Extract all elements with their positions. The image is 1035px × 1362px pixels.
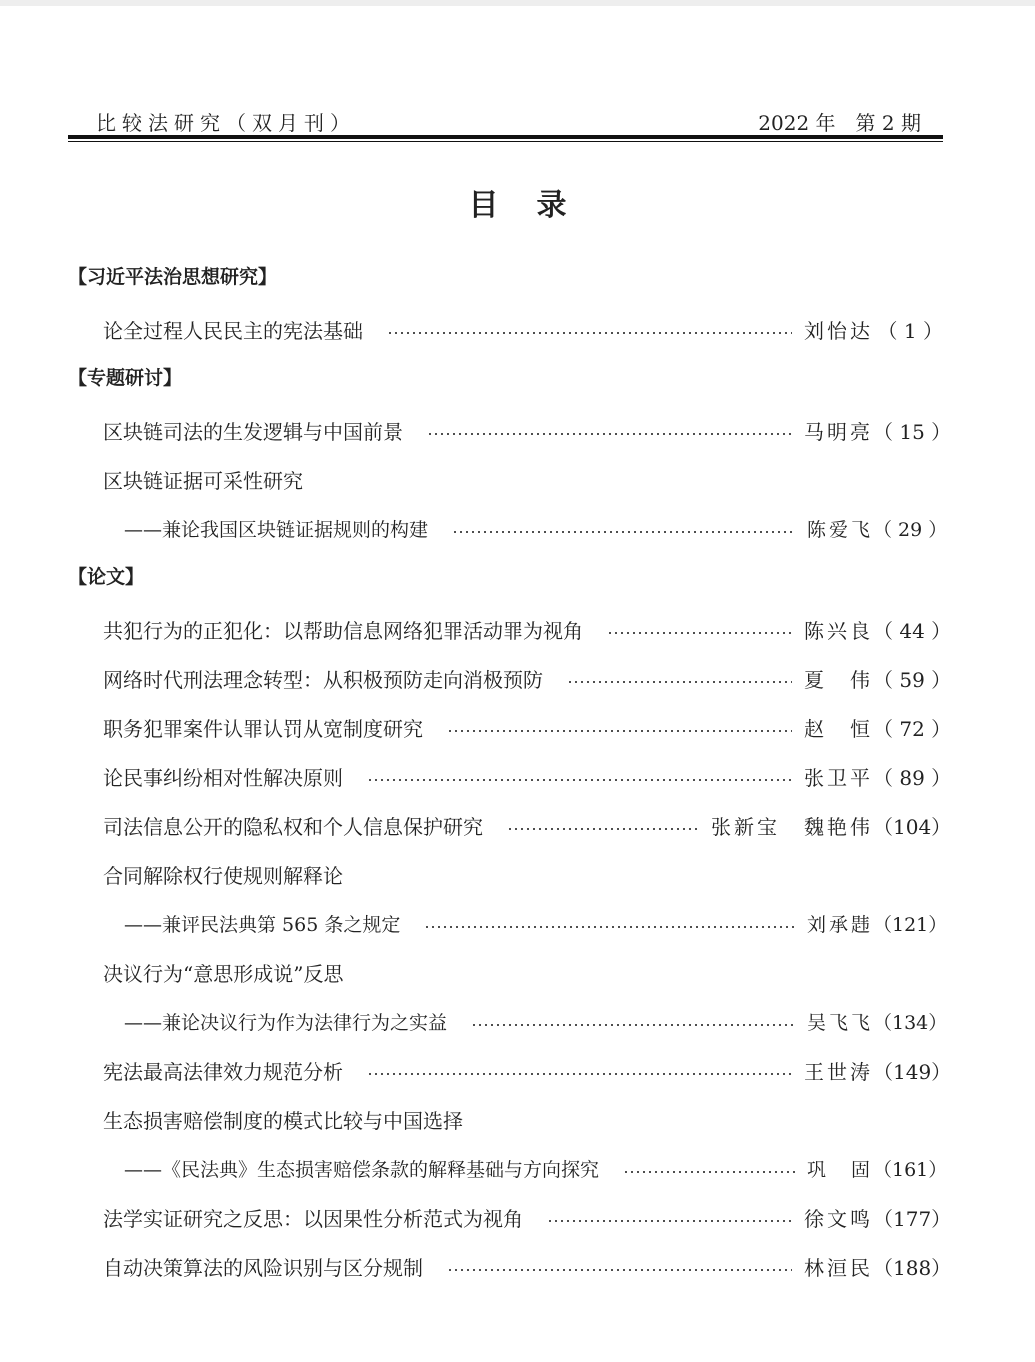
dot-leader bbox=[427, 433, 792, 435]
dot-leader bbox=[607, 632, 792, 634]
entry-title-line[interactable] bbox=[68, 654, 952, 703]
issue-label: 2022 年 第 2 期 bbox=[758, 111, 921, 135]
entry-author: 张新宝 bbox=[711, 815, 780, 839]
entry-page-number: （104） bbox=[873, 815, 952, 839]
dot-leader bbox=[567, 681, 792, 683]
toc-entry[interactable] bbox=[68, 1242, 952, 1291]
entry-page-number: （ 72 ） bbox=[873, 717, 952, 741]
entry-author: 陈兴良 bbox=[804, 619, 873, 643]
entry-subtitle[interactable]: ——《民法典》生态损害赔偿条款的解释基础与方向探究 bbox=[124, 1159, 600, 1181]
entry-author: 马明亮 bbox=[804, 420, 873, 444]
entry-title[interactable]: 网络时代刑法理念转型：从积极预防走向消极预防 bbox=[103, 668, 543, 692]
dot-leader bbox=[367, 1073, 792, 1075]
entry-page-number: （ 15 ） bbox=[873, 420, 952, 444]
entry-page-number: （149） bbox=[873, 1060, 952, 1084]
entry-title-line[interactable] bbox=[68, 1193, 952, 1242]
table-of-contents bbox=[68, 253, 952, 1291]
entry-title-line[interactable] bbox=[68, 1046, 952, 1095]
entry-title[interactable]: 合同解除权行使规则解释论 bbox=[103, 864, 343, 888]
entry-author: 吴飞飞 bbox=[806, 1012, 873, 1034]
entry-subtitle[interactable]: ——兼论我国区块链证据规则的构建 bbox=[124, 519, 429, 541]
toc-entry[interactable] bbox=[68, 752, 952, 801]
entry-title[interactable]: 论全过程人民民主的宪法基础 bbox=[103, 319, 363, 343]
toc-entry[interactable] bbox=[68, 455, 948, 553]
dot-leader bbox=[447, 1269, 792, 1271]
entry-title[interactable]: 自动决策算法的风险识别与区分规制 bbox=[103, 1256, 423, 1280]
entry-title-line[interactable] bbox=[68, 703, 952, 752]
dot-leader bbox=[507, 828, 699, 830]
entry-title-line[interactable] bbox=[68, 406, 952, 455]
toc-entry[interactable] bbox=[68, 801, 952, 850]
header-rule-thick bbox=[68, 135, 943, 139]
entry-title-line[interactable] bbox=[68, 752, 952, 801]
entry-title[interactable]: 区块链证据可采性研究 bbox=[103, 469, 303, 493]
entry-page-number: （188） bbox=[873, 1256, 952, 1280]
toc-entry[interactable] bbox=[68, 703, 952, 752]
entry-author: 张卫平 bbox=[804, 766, 873, 790]
entry-title[interactable]: 职务犯罪案件认罪认罚从宽制度研究 bbox=[103, 717, 423, 741]
section-heading: 【论文】 bbox=[68, 566, 145, 588]
dot-leader bbox=[547, 1220, 792, 1222]
dot-leader bbox=[623, 1171, 795, 1173]
entry-subtitle-line[interactable] bbox=[68, 899, 948, 948]
entry-page-number: （ 1 ） bbox=[877, 319, 943, 343]
entry-author: 赵 恒 bbox=[804, 717, 873, 741]
entry-subtitle-line[interactable] bbox=[68, 504, 948, 553]
dot-leader bbox=[367, 779, 792, 781]
entry-author: 林洹民 bbox=[804, 1256, 873, 1280]
entry-author: 魏艳伟 bbox=[804, 815, 873, 839]
top-shade bbox=[0, 0, 1035, 6]
entry-title[interactable]: 宪法最高法律效力规范分析 bbox=[103, 1060, 343, 1084]
journal-name: 比较法研究（双月刊） bbox=[96, 111, 356, 135]
entry-subtitle[interactable]: ——兼论决议行为作为法律行为之实益 bbox=[124, 1012, 448, 1034]
entry-author: 王世涛 bbox=[804, 1060, 873, 1084]
toc-entry[interactable] bbox=[68, 948, 948, 1046]
dot-leader bbox=[387, 332, 792, 334]
toc-entry[interactable] bbox=[68, 605, 952, 654]
entry-title-line[interactable] bbox=[68, 948, 943, 997]
entry-title-line[interactable] bbox=[68, 605, 952, 654]
entry-title[interactable]: 区块链司法的生发逻辑与中国前景 bbox=[103, 420, 403, 444]
entry-author: 巩 固 bbox=[806, 1159, 873, 1181]
entry-page-number: （134） bbox=[873, 1012, 948, 1034]
entry-author: 刘承韪 bbox=[806, 914, 873, 936]
entry-page-number: （161） bbox=[873, 1159, 948, 1181]
dot-leader bbox=[424, 926, 795, 928]
entry-page-number: （ 59 ） bbox=[873, 668, 952, 692]
dot-leader bbox=[452, 531, 795, 533]
toc-entry[interactable] bbox=[68, 654, 952, 703]
toc-entry[interactable] bbox=[68, 1095, 948, 1193]
toc-entry[interactable] bbox=[68, 850, 948, 948]
toc-entry[interactable] bbox=[68, 406, 952, 455]
entry-page-number: （177） bbox=[873, 1207, 952, 1231]
entry-subtitle-line[interactable] bbox=[68, 1144, 948, 1193]
entry-subtitle-line[interactable] bbox=[68, 997, 948, 1046]
section-heading: 【习近平法治思想研究】 bbox=[68, 266, 278, 288]
running-header bbox=[68, 96, 943, 136]
entry-author: 徐文鸣 bbox=[804, 1207, 873, 1231]
entry-title-line[interactable] bbox=[68, 1242, 952, 1291]
entry-title-line[interactable] bbox=[68, 305, 943, 354]
header-rule-thin bbox=[68, 141, 943, 142]
entry-title[interactable]: 生态损害赔偿制度的模式比较与中国选择 bbox=[103, 1109, 463, 1133]
entry-author: 陈爱飞 bbox=[806, 519, 873, 541]
entry-title[interactable]: 决议行为“意思形成说”反思 bbox=[103, 962, 344, 986]
entry-title-line[interactable] bbox=[68, 850, 943, 899]
entry-title[interactable]: 论民事纠纷相对性解决原则 bbox=[103, 766, 343, 790]
section-heading: 【专题研讨】 bbox=[68, 367, 183, 389]
entry-page-number: （ 44 ） bbox=[873, 619, 952, 643]
entry-title[interactable]: 法学实证研究之反思：以因果性分析范式为视角 bbox=[103, 1207, 523, 1231]
entry-title[interactable]: 司法信息公开的隐私权和个人信息保护研究 bbox=[103, 815, 483, 839]
entry-title-line[interactable] bbox=[68, 1095, 943, 1144]
page-title: 目录 bbox=[468, 188, 605, 223]
toc-entry[interactable] bbox=[68, 305, 943, 354]
entry-subtitle[interactable]: ——兼评民法典第 565 条之规定 bbox=[124, 914, 401, 936]
entry-page-number: （ 29 ） bbox=[873, 519, 948, 541]
entry-page-number: （ 89 ） bbox=[873, 766, 952, 790]
entry-page-number: （121） bbox=[873, 914, 948, 936]
entry-author: 刘怡达 bbox=[804, 319, 873, 343]
entry-title-line[interactable] bbox=[68, 801, 952, 850]
entry-title-line[interactable] bbox=[68, 455, 943, 504]
entry-title[interactable]: 共犯行为的正犯化：以帮助信息网络犯罪活动罪为视角 bbox=[103, 619, 583, 643]
dot-leader bbox=[447, 730, 792, 732]
toc-entry[interactable] bbox=[68, 1046, 952, 1095]
dot-leader bbox=[471, 1024, 795, 1026]
toc-entry[interactable] bbox=[68, 1193, 952, 1242]
entry-author: 夏 伟 bbox=[804, 668, 873, 692]
